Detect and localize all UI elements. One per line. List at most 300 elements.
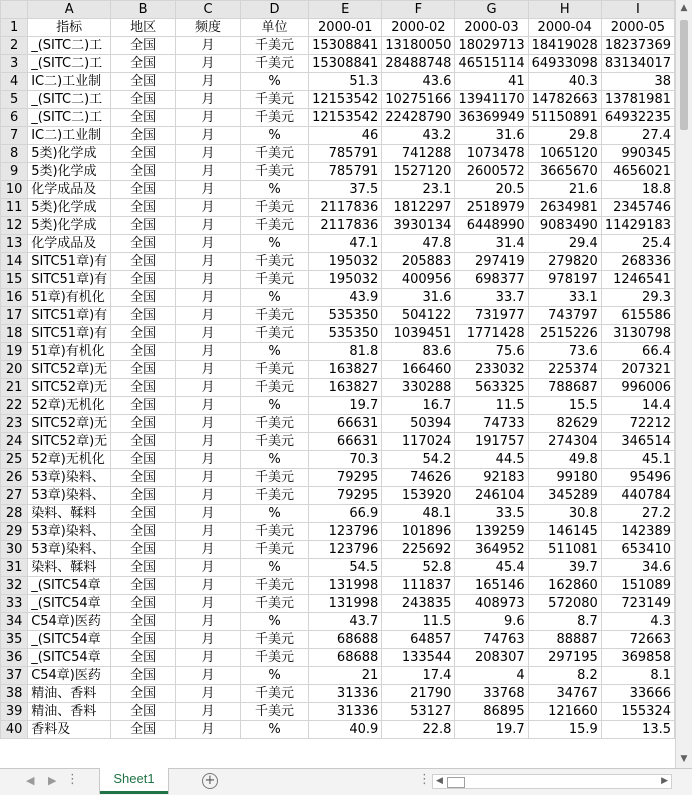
cell[interactable]: 18029713 (455, 37, 528, 55)
cell[interactable]: 月 (176, 721, 241, 739)
cell[interactable]: 千美元 (241, 415, 309, 433)
cell[interactable]: 月 (176, 415, 241, 433)
cell[interactable]: 66.4 (601, 343, 674, 361)
cell[interactable]: 千美元 (241, 217, 309, 235)
cell[interactable]: 全国 (111, 451, 176, 469)
cell[interactable]: 225692 (382, 541, 455, 559)
cell[interactable]: 47.1 (309, 235, 382, 253)
cell[interactable]: 21 (309, 667, 382, 685)
cell[interactable]: 全国 (111, 55, 176, 73)
cell[interactable]: % (241, 181, 309, 199)
cell[interactable]: 6448990 (455, 217, 528, 235)
cell[interactable]: 2000-01 (309, 19, 382, 37)
cell[interactable]: 全国 (111, 145, 176, 163)
cell[interactable]: 千美元 (241, 703, 309, 721)
cell[interactable]: 345289 (528, 487, 601, 505)
cell[interactable]: 15308841 (309, 37, 382, 55)
row-header[interactable]: 7 (1, 127, 28, 145)
cell[interactable]: % (241, 343, 309, 361)
cell[interactable]: 全国 (111, 343, 176, 361)
cell[interactable]: 88887 (528, 631, 601, 649)
cell[interactable]: % (241, 613, 309, 631)
cell[interactable]: 731977 (455, 307, 528, 325)
cell[interactable]: 4 (455, 667, 528, 685)
cell[interactable]: 400956 (382, 271, 455, 289)
cell[interactable]: 19.7 (455, 721, 528, 739)
row-header[interactable]: 36 (1, 649, 28, 667)
row-header[interactable]: 32 (1, 577, 28, 595)
cell[interactable]: 全国 (111, 631, 176, 649)
cell[interactable]: 全国 (111, 91, 176, 109)
cell[interactable]: 月 (176, 451, 241, 469)
cell[interactable]: 33666 (601, 685, 674, 703)
cell[interactable]: 243835 (382, 595, 455, 613)
cell[interactable]: 全国 (111, 685, 176, 703)
cell[interactable]: 785791 (309, 163, 382, 181)
cell[interactable]: 全国 (111, 109, 176, 127)
cell[interactable]: 21790 (382, 685, 455, 703)
row-header[interactable]: 40 (1, 721, 28, 739)
cell[interactable]: 1073478 (455, 145, 528, 163)
cell[interactable]: 66.9 (309, 505, 382, 523)
row-header[interactable]: 27 (1, 487, 28, 505)
cell[interactable]: 165146 (455, 577, 528, 595)
cell[interactable]: 28488748 (382, 55, 455, 73)
cell[interactable]: 2345746 (601, 199, 674, 217)
cell[interactable]: 46 (309, 127, 382, 145)
cell[interactable]: 全国 (111, 325, 176, 343)
cell[interactable]: 17.4 (382, 667, 455, 685)
cell[interactable]: 369858 (601, 649, 674, 667)
cell[interactable]: 131998 (309, 595, 382, 613)
cell[interactable]: 5类)化学成 (28, 145, 111, 163)
cell[interactable]: 31.6 (382, 289, 455, 307)
row-header[interactable]: 22 (1, 397, 28, 415)
cell[interactable]: 全国 (111, 271, 176, 289)
cell[interactable]: 29.4 (528, 235, 601, 253)
cell[interactable]: 千美元 (241, 685, 309, 703)
cell[interactable]: 月 (176, 649, 241, 667)
cell[interactable]: 73.6 (528, 343, 601, 361)
cell[interactable]: 月 (176, 109, 241, 127)
cell[interactable]: 698377 (455, 271, 528, 289)
cell[interactable]: 615586 (601, 307, 674, 325)
scroll-left-arrow-icon[interactable]: ◀ (436, 776, 443, 786)
cell[interactable]: 4656021 (601, 163, 674, 181)
cell[interactable]: 单位 (241, 19, 309, 37)
cell[interactable]: 25.4 (601, 235, 674, 253)
cell[interactable]: 233032 (455, 361, 528, 379)
cell[interactable]: IC二)工业制 (28, 73, 111, 91)
cell[interactable]: 8.1 (601, 667, 674, 685)
cell[interactable]: % (241, 397, 309, 415)
cell[interactable]: 2117836 (309, 199, 382, 217)
cell[interactable]: 39.7 (528, 559, 601, 577)
row-header[interactable]: 25 (1, 451, 28, 469)
cell[interactable]: 12153542 (309, 109, 382, 127)
cell[interactable]: _(SITC二)工 (28, 91, 111, 109)
cell[interactable]: 14782663 (528, 91, 601, 109)
cell[interactable]: 153920 (382, 487, 455, 505)
cell[interactable]: 79295 (309, 469, 382, 487)
cell[interactable]: 53章)染料、 (28, 487, 111, 505)
cell[interactable]: 48.1 (382, 505, 455, 523)
tab-split-handle-icon[interactable]: ⋮ (66, 772, 79, 787)
cell[interactable]: 82629 (528, 415, 601, 433)
cell[interactable]: 18237369 (601, 37, 674, 55)
cell[interactable]: 月 (176, 577, 241, 595)
cell[interactable]: 195032 (309, 271, 382, 289)
cell[interactable]: 274304 (528, 433, 601, 451)
cell[interactable]: 788687 (528, 379, 601, 397)
row-header[interactable]: 37 (1, 667, 28, 685)
cell[interactable]: 千美元 (241, 649, 309, 667)
cell[interactable]: 千美元 (241, 379, 309, 397)
cell[interactable]: 全国 (111, 253, 176, 271)
row-header[interactable]: 8 (1, 145, 28, 163)
cell[interactable]: 3130798 (601, 325, 674, 343)
row-header[interactable]: 10 (1, 181, 28, 199)
cell[interactable]: 3665670 (528, 163, 601, 181)
cell[interactable]: 1771428 (455, 325, 528, 343)
cell[interactable]: 1039451 (382, 325, 455, 343)
cell[interactable]: 364952 (455, 541, 528, 559)
cell[interactable]: 千美元 (241, 469, 309, 487)
next-sheet-arrow-icon[interactable]: ▶ (48, 774, 57, 787)
cell[interactable]: 64932235 (601, 109, 674, 127)
cell[interactable]: 13.5 (601, 721, 674, 739)
cell[interactable]: 化学成品及 (28, 235, 111, 253)
cell[interactable]: 101896 (382, 523, 455, 541)
row-header[interactable]: 39 (1, 703, 28, 721)
cell[interactable]: 千美元 (241, 577, 309, 595)
cell[interactable]: % (241, 505, 309, 523)
cell[interactable]: 全国 (111, 505, 176, 523)
cell[interactable]: SITC51章)有 (28, 253, 111, 271)
cell[interactable]: 14.4 (601, 397, 674, 415)
cell[interactable]: 36369949 (455, 109, 528, 127)
cell[interactable]: 全国 (111, 487, 176, 505)
add-sheet-button[interactable]: + (202, 773, 218, 789)
cell[interactable]: 46515114 (455, 55, 528, 73)
cell[interactable]: C54章)医药 (28, 613, 111, 631)
cell[interactable]: 72212 (601, 415, 674, 433)
row-header[interactable]: 28 (1, 505, 28, 523)
column-header-b[interactable]: B (111, 1, 176, 19)
cell[interactable]: 月 (176, 631, 241, 649)
cell[interactable]: 535350 (309, 307, 382, 325)
cell[interactable]: _(SITC二)工 (28, 37, 111, 55)
cell[interactable]: 208307 (455, 649, 528, 667)
cell[interactable]: 43.2 (382, 127, 455, 145)
cell[interactable]: 千美元 (241, 595, 309, 613)
cell[interactable]: 33.1 (528, 289, 601, 307)
cell[interactable]: 23.1 (382, 181, 455, 199)
cell[interactable]: 33768 (455, 685, 528, 703)
row-header[interactable]: 18 (1, 325, 28, 343)
cell[interactable]: 142389 (601, 523, 674, 541)
cell[interactable]: 297419 (455, 253, 528, 271)
cell[interactable]: 246104 (455, 487, 528, 505)
cell[interactable]: 月 (176, 217, 241, 235)
cell[interactable]: 11.5 (455, 397, 528, 415)
cell[interactable]: 99180 (528, 469, 601, 487)
cell[interactable]: % (241, 721, 309, 739)
cell[interactable]: 全国 (111, 703, 176, 721)
cell[interactable]: SITC51章)有 (28, 307, 111, 325)
cell[interactable]: 92183 (455, 469, 528, 487)
cell[interactable]: 月 (176, 163, 241, 181)
cell[interactable]: 月 (176, 469, 241, 487)
row-header[interactable]: 1 (1, 19, 28, 37)
cell[interactable]: 月 (176, 91, 241, 109)
cell[interactable]: 千美元 (241, 37, 309, 55)
cell[interactable]: % (241, 559, 309, 577)
cell[interactable]: % (241, 235, 309, 253)
cell[interactable]: 全国 (111, 379, 176, 397)
cell[interactable]: % (241, 73, 309, 91)
cell[interactable]: 151089 (601, 577, 674, 595)
cell[interactable]: 全国 (111, 307, 176, 325)
cell[interactable]: 95496 (601, 469, 674, 487)
cell[interactable]: 66631 (309, 433, 382, 451)
sheet-tab-sheet1[interactable]: Sheet1 (100, 768, 168, 794)
cell[interactable]: 全国 (111, 37, 176, 55)
cell[interactable]: 279820 (528, 253, 601, 271)
cell[interactable]: 54.5 (309, 559, 382, 577)
cell[interactable]: 月 (176, 703, 241, 721)
cell[interactable]: 52.8 (382, 559, 455, 577)
cell[interactable]: 月 (176, 523, 241, 541)
cell[interactable]: 11429183 (601, 217, 674, 235)
cell[interactable]: % (241, 127, 309, 145)
cell[interactable]: 千美元 (241, 199, 309, 217)
row-header[interactable]: 16 (1, 289, 28, 307)
cell[interactable]: 43.9 (309, 289, 382, 307)
row-header[interactable]: 33 (1, 595, 28, 613)
cell[interactable]: 月 (176, 325, 241, 343)
cell[interactable]: 化学成品及 (28, 181, 111, 199)
cell[interactable]: 全国 (111, 181, 176, 199)
column-header-i[interactable]: I (601, 1, 674, 19)
row-header[interactable]: 11 (1, 199, 28, 217)
cell[interactable]: 全国 (111, 415, 176, 433)
column-header-c[interactable]: C (176, 1, 241, 19)
row-header[interactable]: 38 (1, 685, 28, 703)
row-header[interactable]: 24 (1, 433, 28, 451)
horizontal-scroll-thumb[interactable] (447, 777, 465, 788)
cell[interactable]: 146145 (528, 523, 601, 541)
cell[interactable]: SITC52章)无 (28, 361, 111, 379)
cell[interactable]: 31336 (309, 703, 382, 721)
row-header[interactable]: 13 (1, 235, 28, 253)
cell[interactable]: SITC51章)有 (28, 271, 111, 289)
cell[interactable]: 53章)染料、 (28, 541, 111, 559)
cell[interactable]: 9083490 (528, 217, 601, 235)
cell[interactable]: 511081 (528, 541, 601, 559)
cell[interactable]: 13781981 (601, 91, 674, 109)
horizontal-scrollbar[interactable] (432, 774, 672, 789)
column-header-d[interactable]: D (241, 1, 309, 19)
cell[interactable]: 18.8 (601, 181, 674, 199)
cell[interactable]: 18419028 (528, 37, 601, 55)
cell[interactable]: 千美元 (241, 91, 309, 109)
cell[interactable]: 131998 (309, 577, 382, 595)
cell[interactable]: 11.5 (382, 613, 455, 631)
cell[interactable]: 8.7 (528, 613, 601, 631)
cell[interactable]: 2600572 (455, 163, 528, 181)
row-header[interactable]: 9 (1, 163, 28, 181)
cell[interactable]: 40.3 (528, 73, 601, 91)
cell[interactable]: 千美元 (241, 109, 309, 127)
cell[interactable]: 990345 (601, 145, 674, 163)
cell[interactable]: 月 (176, 199, 241, 217)
cell[interactable]: 月 (176, 685, 241, 703)
row-header[interactable]: 31 (1, 559, 28, 577)
cell[interactable]: 5类)化学成 (28, 163, 111, 181)
cell[interactable]: 52章)无机化 (28, 397, 111, 415)
row-header[interactable]: 29 (1, 523, 28, 541)
cell[interactable]: 34.6 (601, 559, 674, 577)
cell[interactable]: 频度 (176, 19, 241, 37)
row-header[interactable]: 30 (1, 541, 28, 559)
row-header[interactable]: 2 (1, 37, 28, 55)
cell[interactable]: 50394 (382, 415, 455, 433)
column-header-e[interactable]: E (309, 1, 382, 19)
cell[interactable]: 月 (176, 397, 241, 415)
cell[interactable]: 72663 (601, 631, 674, 649)
cell[interactable]: 全国 (111, 127, 176, 145)
cell[interactable]: 2518979 (455, 199, 528, 217)
cell[interactable]: 27.2 (601, 505, 674, 523)
cell[interactable]: 195032 (309, 253, 382, 271)
cell[interactable]: 53章)染料、 (28, 469, 111, 487)
cell[interactable]: 33.7 (455, 289, 528, 307)
cell[interactable]: SITC51章)有 (28, 325, 111, 343)
column-header-h[interactable]: H (528, 1, 601, 19)
cell[interactable]: 月 (176, 361, 241, 379)
cell[interactable]: 全国 (111, 433, 176, 451)
cell[interactable]: 191757 (455, 433, 528, 451)
cell[interactable]: 月 (176, 343, 241, 361)
row-header[interactable]: 4 (1, 73, 28, 91)
scroll-down-arrow-icon[interactable]: ▼ (680, 754, 688, 764)
cell[interactable]: 月 (176, 559, 241, 577)
cell[interactable]: 月 (176, 595, 241, 613)
cell[interactable]: 月 (176, 433, 241, 451)
cell[interactable]: 123796 (309, 523, 382, 541)
cell[interactable]: SITC52章)无 (28, 415, 111, 433)
cell[interactable]: 44.5 (455, 451, 528, 469)
cell[interactable]: 166460 (382, 361, 455, 379)
cell[interactable]: 30.8 (528, 505, 601, 523)
cell[interactable]: 香料及 (28, 721, 111, 739)
cell[interactable]: 75.6 (455, 343, 528, 361)
row-header[interactable]: 5 (1, 91, 28, 109)
cell[interactable]: 2515226 (528, 325, 601, 343)
cell[interactable]: 2000-03 (455, 19, 528, 37)
prev-sheet-arrow-icon[interactable]: ◀ (26, 774, 35, 787)
cell[interactable]: 全国 (111, 469, 176, 487)
cell[interactable]: 743797 (528, 307, 601, 325)
cell[interactable]: 月 (176, 127, 241, 145)
cell[interactable]: 41 (455, 73, 528, 91)
cell[interactable]: 13941170 (455, 91, 528, 109)
cell[interactable]: 2634981 (528, 199, 601, 217)
cell[interactable]: 723149 (601, 595, 674, 613)
cell[interactable]: 20.5 (455, 181, 528, 199)
cell[interactable]: 千美元 (241, 541, 309, 559)
row-header[interactable]: 3 (1, 55, 28, 73)
cell[interactable]: 33.5 (455, 505, 528, 523)
cell[interactable]: 千美元 (241, 55, 309, 73)
cell[interactable]: 全国 (111, 721, 176, 739)
cell[interactable]: 全国 (111, 235, 176, 253)
row-header[interactable]: 15 (1, 271, 28, 289)
cell[interactable]: 千美元 (241, 271, 309, 289)
cell[interactable]: 330288 (382, 379, 455, 397)
cell[interactable]: 83.6 (382, 343, 455, 361)
cell[interactable]: 全国 (111, 289, 176, 307)
cell[interactable]: C54章)医药 (28, 667, 111, 685)
cell[interactable]: 千美元 (241, 253, 309, 271)
cell[interactable]: 9.6 (455, 613, 528, 631)
cell[interactable]: 15.9 (528, 721, 601, 739)
cell[interactable]: 31.4 (455, 235, 528, 253)
cell[interactable]: 139259 (455, 523, 528, 541)
cell[interactable]: 全国 (111, 541, 176, 559)
cell[interactable]: 月 (176, 253, 241, 271)
select-all-corner[interactable] (1, 1, 28, 19)
cell[interactable]: 月 (176, 181, 241, 199)
cell[interactable]: 74733 (455, 415, 528, 433)
cell[interactable]: 163827 (309, 379, 382, 397)
cell[interactable]: 31336 (309, 685, 382, 703)
cell[interactable]: % (241, 667, 309, 685)
cell[interactable]: 千美元 (241, 523, 309, 541)
cell[interactable]: % (241, 451, 309, 469)
scroll-right-arrow-icon[interactable]: ▶ (661, 776, 668, 786)
cell[interactable]: 21.6 (528, 181, 601, 199)
cell[interactable]: 1812297 (382, 199, 455, 217)
cell[interactable]: 千美元 (241, 163, 309, 181)
cell[interactable]: 83134017 (601, 55, 674, 73)
cell[interactable]: 精油、香料 (28, 703, 111, 721)
cell[interactable]: 全国 (111, 163, 176, 181)
cell[interactable]: 月 (176, 487, 241, 505)
cell[interactable]: 3930134 (382, 217, 455, 235)
cell[interactable]: 15.5 (528, 397, 601, 415)
cell[interactable]: 月 (176, 37, 241, 55)
cell[interactable]: 43.6 (382, 73, 455, 91)
cell[interactable]: 45.4 (455, 559, 528, 577)
cell[interactable]: 205883 (382, 253, 455, 271)
cell[interactable]: 全国 (111, 397, 176, 415)
cell[interactable]: 86895 (455, 703, 528, 721)
cell[interactable]: 2000-04 (528, 19, 601, 37)
row-header[interactable]: 21 (1, 379, 28, 397)
cell[interactable]: 全国 (111, 199, 176, 217)
cell[interactable]: 染料、鞣料 (28, 505, 111, 523)
cell[interactable]: 千美元 (241, 361, 309, 379)
cell[interactable]: 741288 (382, 145, 455, 163)
row-header[interactable]: 20 (1, 361, 28, 379)
vertical-scrollbar[interactable] (675, 0, 692, 768)
cell[interactable]: SITC52章)无 (28, 433, 111, 451)
cell[interactable]: 51章)有机化 (28, 289, 111, 307)
row-header[interactable]: 19 (1, 343, 28, 361)
cell[interactable]: 51章)有机化 (28, 343, 111, 361)
